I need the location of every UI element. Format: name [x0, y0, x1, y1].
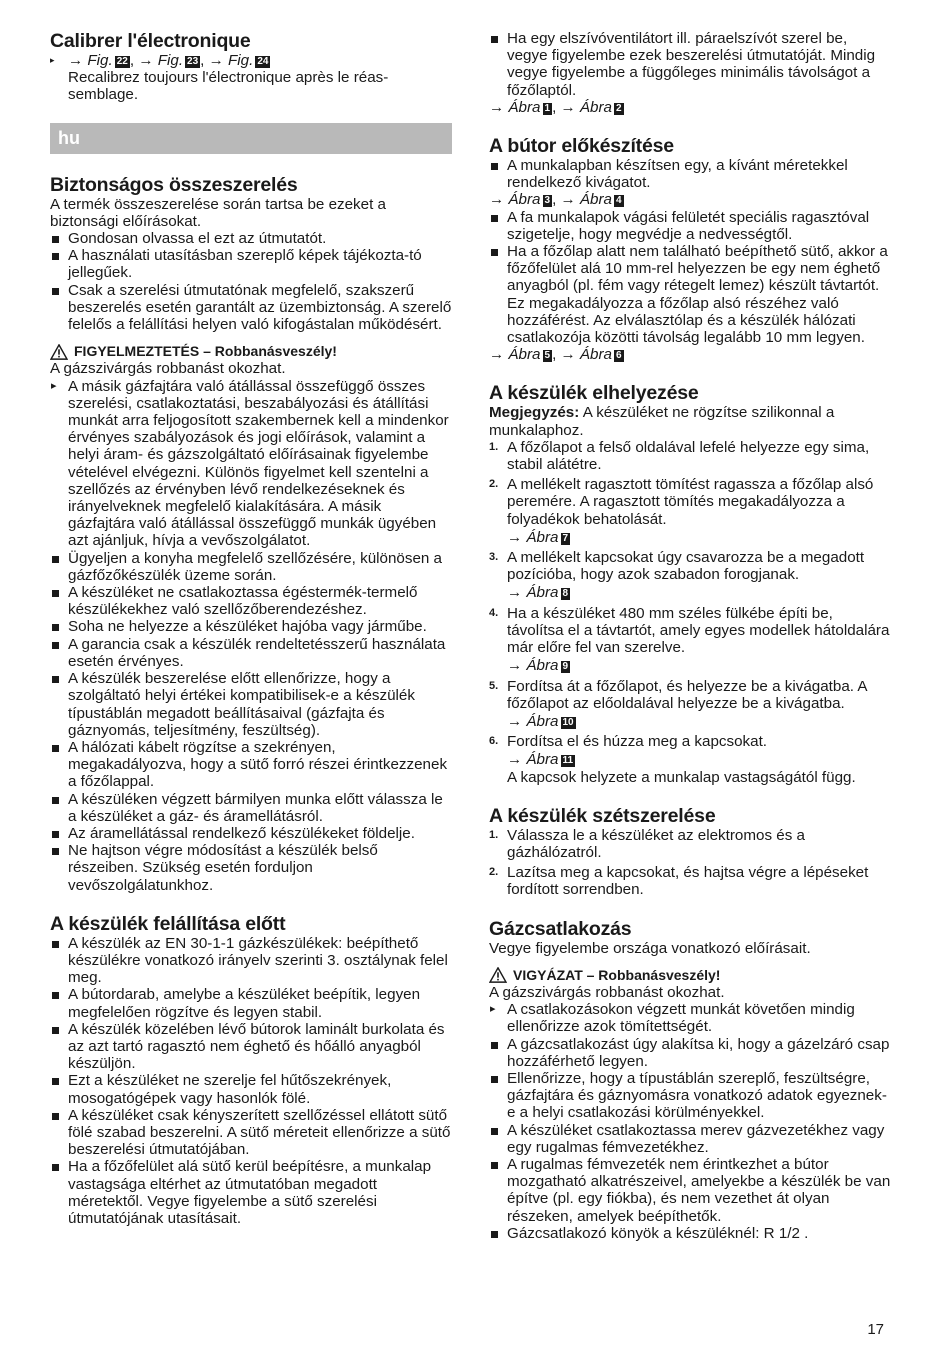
section-title-removal: A készülék szétszerelése: [489, 804, 716, 827]
step-item: [489, 827, 891, 861]
step-item: [489, 605, 891, 675]
safe-list: [50, 230, 452, 333]
list-item: Ne hajtson végre módosítást a készülék belső részeiben. Szükség esetén forduljon vevőszolgálatunkhoz.: [50, 842, 452, 894]
removal-steps: [489, 827, 891, 899]
figure-ref: → Ábra: [507, 584, 559, 602]
figure-reference-line: [507, 751, 891, 768]
figure-reference-line: → Ábra 5 , → Ábra 6: [489, 346, 622, 364]
list-item: ▸ A csatlakozásokon végzett munkát követően mindig ellenőrizze azok tömítettségét.: [489, 1001, 891, 1035]
figure-number: 23: [187, 56, 199, 67]
figure-ref: → Ábra: [489, 346, 541, 364]
figure-ref: → Ábra: [560, 191, 613, 209]
section-title-safe-install: Biztonságos összeszerelés: [50, 173, 298, 196]
figure-number: 1: [544, 102, 551, 114]
figure-number: 2: [616, 102, 622, 114]
list-item: Ezt a készüléket ne szerelje fel hűtőszekrények, mosogatógépek vagy hasonlók fölé.: [50, 1072, 452, 1106]
step-number: 1.: [489, 440, 499, 453]
figure-reference-line: [507, 584, 891, 601]
step-item: [489, 476, 891, 546]
figure-reference-line: ▸ → Fig. 22 , → Fig. 23 , → Fig. 24: [50, 52, 269, 69]
list-item: A fa munkalapok vágási felületét speciális ragasztóval szigetelje, hogy megvédje a nedvességtől.: [489, 209, 891, 243]
step-text: Ha a készüléket 480 mm széles fülkébe építi be, távolítsa el a távtartót, amely egyes modellek hátoldalára már előre fel van szerelve.: [507, 604, 890, 657]
step-text: A főzőlapot a felső oldalával lefelé helyezze egy sima, stabil alátétre.: [507, 438, 870, 474]
step-item: [489, 439, 891, 473]
step-text: Válassza le a készüléket az elektromos és a gázhálózatról.: [507, 826, 805, 861]
list-item: A készüléket ne csatlakoztassa égéstermék-termelő készülékekhez való szellőzőberendezéshez.: [50, 584, 452, 618]
list-item: ▸ A másik gázfajtára való átállással összefüggő összes szerelési, csatlakoztatási, beszabályozási és átállítási munkát arra feljogosított szakembernek kell a mindenkor érvényes szabályozások és jogi előírások, valamint a helyi áram- és gázszolgáltató előírásainak figyelembe vételével elvégezni. Különös figyelmet kell szentelni a szellőzés az érvényben lévő rendelkezéseknek és irányelveknek megfelelő kialakítására. A másik gázfajtára való átállással összefüggő munkák ügyében azt ajánljuk, hívja a vevőszolgálatot.: [50, 378, 452, 550]
calibrate-text: Recalibrez toujours l'électronique après le réas-semblage.: [68, 69, 389, 104]
figure-number: 8: [562, 588, 569, 600]
safe-intro: A termék összeszerelése során tartsa be ezeket a biztonsági előírásokat.: [50, 195, 386, 230]
hood-list: [489, 30, 891, 99]
figure-number: 24: [257, 56, 269, 67]
figure-reference-line: → Ábra 1 , → Ábra 2: [489, 98, 622, 116]
list-item: A használati utasításban szereplő képek tájékozta-tó jellegűek.: [50, 247, 452, 281]
note-text: A készüléket ne rögzítse szilikonnal a munkalaphoz.: [489, 404, 835, 439]
warning-text: A gázszivárgás robbanást okozhat.: [489, 983, 725, 1001]
warning-triangle-icon: [489, 967, 507, 983]
safe-list-2: [50, 550, 452, 894]
right-column: [489, 30, 891, 1242]
step-number: 3.: [489, 551, 499, 564]
step-text: Fordítsa el és húzza meg a kapcsokat.: [507, 733, 768, 751]
figure-ref: → Fig.: [68, 52, 113, 69]
list-item: Gondosan olvassa el ezt az útmutatót.: [50, 230, 452, 247]
step-number: 5.: [489, 679, 499, 692]
warning-steps: [50, 378, 452, 550]
section-title-calibrate: Calibrer l'électronique: [50, 30, 251, 52]
figure-number: 7: [562, 532, 569, 544]
step-item: [489, 733, 891, 786]
figure-number: 9: [562, 661, 569, 673]
figure-number: 3: [544, 195, 551, 207]
step-after-text: A kapcsok helyzete a munkalap vastagságától függ.: [507, 768, 856, 786]
step-number: 6.: [489, 735, 499, 748]
step-item: [489, 549, 891, 602]
figure-number: 10: [562, 716, 574, 728]
figure-ref: → Ábra: [507, 751, 559, 769]
figure-number: 11: [562, 755, 574, 767]
figure-ref: → Fig.: [138, 52, 184, 69]
list-item: A munkalapban készítsen egy, a kívánt méretekkel rendelkező kivágatot.: [489, 157, 891, 191]
list-item: Ha a főzőlap alatt nem található beépíthető sütő, akkor a főzőfelület alá 10 mm-rel helyezzen be egy nem éghető anyagból (pl. fém vagy rétegelt lemez) készült távtartót. Ez megakadályozza a főzőlap alsó részéhez való hozzáférést. Az elválasztólap és a készülék hálózati csatlakozója közötti távolság legalább 10 mm legyen.: [489, 243, 891, 346]
figure-ref: → Ábra: [560, 98, 613, 116]
furniture-list-2: [489, 209, 891, 347]
page-number: 17: [867, 1320, 884, 1338]
list-item: A készülék beszerelése előtt ellenőrizze, hogy a szolgáltató helyi értékei kompatibilisek-e a készülék típustáblán megadott beállításaival (gázfajta és gáznyomás, teljesítmény, feszültség).: [50, 670, 452, 739]
note-label: Megjegyzés:: [489, 404, 580, 422]
figure-ref: → Ábra: [507, 657, 559, 675]
list-item: A készüléket csak kényszerített szellőzéssel ellátott sütő fölé szabad beszerelni. A sütő méreteit ellenőrizze a sütő beszerelési útmutatójában.: [50, 1107, 452, 1159]
gas-list: [489, 1036, 891, 1242]
list-item: A gázcsatlakozást úgy alakítsa ki, hogy a gázelzáró csap hozzáférhető legyen.: [489, 1036, 891, 1070]
figure-ref: → Ábra: [560, 346, 613, 364]
step-number: 2.: [489, 478, 499, 491]
figure-number: 22: [116, 56, 128, 67]
warning-heading: [489, 967, 891, 984]
list-item: A garancia csak a készülék rendeltetésszerű használata esetén érvényes.: [50, 636, 452, 670]
gas-intro: Vegye figyelembe országa vonatkozó előírásait.: [489, 939, 811, 957]
section-title-before-install: A készülék felállítása előtt: [50, 912, 286, 935]
step-number: 4.: [489, 606, 499, 619]
list-item: Ha egy elszívóventilátort ill. páraelszívót szerel be, vegye figyelembe ezek beszerelési útmutatóját. Mindig vegye figyelembe a függőleges minimális távolságot a főzőlaptól.: [489, 30, 891, 99]
step-text: Fordítsa át a főzőlapot, és helyezze be a kivágatba. A főzőlapot az előoldalával helyezze be a kivágatba.: [507, 677, 867, 712]
furniture-list-1: [489, 157, 891, 191]
list-item: Ha a főzőfelület alá sütő kerül beépítésre, a munkalap vastagsága eltérhet az útmutatóban megadott méretektől. Vegye figyelembe a sütő szerelési útmutatójának utasításait.: [50, 1158, 452, 1227]
section-title-furniture: A bútor előkészítése: [489, 135, 674, 158]
step-text: A mellékelt ragasztott tömítést ragassza a főzőlap alsó peremére. A ragasztott tömítés megakadályozza a folyadékok behatolását.: [507, 476, 874, 528]
figure-reference-line: [507, 713, 891, 730]
list-item: A készüléken végzett bármilyen munka előtt válassza le a készüléket a gáz- és áramellátásról.: [50, 791, 452, 825]
list-item: A hálózati kábelt rögzítse a szekrényen, megakadályozva, hogy a sütő forró részei érintkezzenek a főzőlappal.: [50, 739, 452, 791]
list-item: Ügyeljen a konyha megfelelő szellőzésére, különösen a gázfőzőkészülék üzeme során.: [50, 550, 452, 584]
step-text: A mellékelt kapcsokat úgy csavarozza be a megadott pozícióba, hogy azok szabadon forogjanak.: [507, 549, 865, 584]
figure-reference-line: [507, 657, 891, 674]
list-item: Az áramellátással rendelkező készülékeket földelje.: [50, 825, 452, 842]
before-list: [50, 935, 452, 1227]
warning-heading: [50, 343, 452, 360]
list-item: A bútordarab, amelybe a készüléket beépítik, legyen megfelelően rögzítve és legyen stabil.: [50, 986, 452, 1020]
figure-ref: → Fig.: [208, 52, 254, 69]
step-text: Lazítsa meg a kapcsokat, és hajtsa végre a lépéseket fordított sorrendben.: [507, 864, 869, 899]
figure-reference-line: [507, 529, 891, 546]
warning-label: FIGYELMEZTETÉS – Robbanásveszély!: [74, 343, 337, 360]
list-item: A rugalmas fémvezeték nem érintkezhet a bútor mozgatható alkatrészeivel, amelyekbe a készülék be van építve (pl. egy fiókba), és nem vezethet át olyan részeken, amelyek beépíthetők.: [489, 1156, 891, 1225]
section-title-gas-connection: Gázcsatlakozás: [489, 917, 632, 940]
language-bar: hu: [50, 123, 452, 154]
list-item: Csak a szerelési útmutatónak megfelelő, szakszerű beszerelés esetén garantált az üzembiztonság. A szerelő felelős a felállítási helyen való kifogástalan működésért.: [50, 282, 452, 334]
step-item: [489, 864, 891, 898]
figure-ref: → Ábra: [507, 528, 559, 546]
section-title-placement: A készülék elhelyezése: [489, 382, 699, 405]
figure-number: 4: [616, 195, 622, 207]
list-item: A készülék közelében lévő bútorok laminált burkolata és az azt tartó ragasztó nem éghető és hőálló anyagból készüljön.: [50, 1021, 452, 1073]
list-item: A készülék az EN 30-1-1 gázkészülékek: beépíthető készülékre vonatkozó irányelv szerinti 3. osztálynak felel meg.: [50, 935, 452, 987]
figure-ref: → Ábra: [507, 712, 559, 730]
left-column: [50, 30, 452, 1227]
figure-ref: → Ábra: [489, 98, 541, 116]
warning-triangle-icon: [50, 344, 68, 360]
figure-ref: → Ábra: [489, 191, 541, 209]
warning-text: A gázszivárgás robbanást okozhat.: [50, 360, 286, 378]
step-triangle-icon: ▸: [50, 55, 55, 65]
figure-number: 6: [616, 350, 622, 362]
figure-number: 5: [544, 350, 551, 362]
step-number: 1.: [489, 828, 499, 841]
placement-steps: [489, 439, 891, 786]
list-item: Soha ne helyezze a készüléket hajóba vagy járműbe.: [50, 618, 452, 635]
warning-steps: [489, 1001, 891, 1035]
figure-reference-line: → Ábra 3 , → Ábra 4: [489, 191, 622, 209]
note: [489, 404, 891, 438]
list-item: Ellenőrizze, hogy a típustáblán szereplő, feszültségre, gázfajtára és gáznyomásra vonatkozó adatok egyeznek-e a helyi csatlakozási körülményekkel.: [489, 1070, 891, 1122]
warning-label: VIGYÁZAT – Robbanásveszély!: [513, 966, 721, 983]
step-item: [489, 678, 891, 731]
list-item: Gázcsatlakozó könyök a készüléknél: R 1/2 .: [489, 1225, 891, 1242]
list-item: A készüléket csatlakoztassa merev gázvezetékhez vagy egy rugalmas fémvezetékhez.: [489, 1122, 891, 1156]
step-number: 2.: [489, 866, 499, 879]
